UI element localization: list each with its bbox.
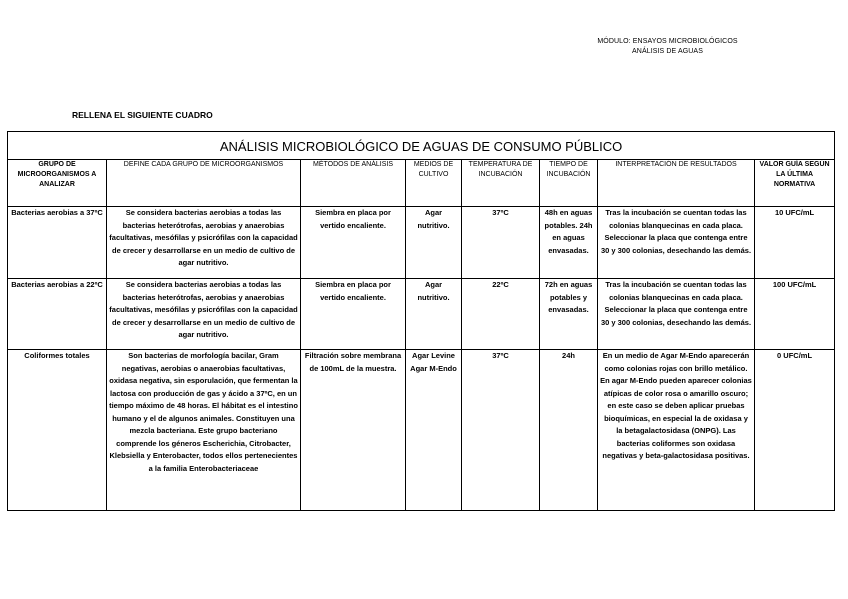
guide-value-cell: 100 UFC/mL bbox=[755, 279, 835, 350]
group-cell: Coliformes totales bbox=[8, 350, 107, 511]
group-cell: Bacterias aerobias a 22ºC bbox=[8, 279, 107, 350]
guide-value-cell: 10 UFC/mL bbox=[755, 207, 835, 279]
table-row bbox=[8, 279, 835, 350]
header-interpretation: INTERPRETACIÓN DE RESULTADOS bbox=[598, 160, 755, 207]
define-cell: Son bacterias de morfología bacilar, Gram negativas, aerobias o anaerobias facultativas, oxidasa negativa, sin esporulación, que fermentan la lactosa con producción de gas y ácido a 37ºC, en un tiempo máximo de 48 horas. El hábitat es el intestino humano y el de algunos animales. Constituyen una mezcla bacteriana. Este grupo bacteriano comprende los géneros Escherichia, Citrobacter, Klebsiella y Enterobacter, todos ellos pertenecientes a la familia Enterobacteriaceae bbox=[107, 350, 301, 511]
time-cell: 72h en aguas potables y envasadas. bbox=[540, 279, 598, 350]
header-row bbox=[8, 160, 835, 207]
interpretation-cell: Tras la incubación se cuentan todas las colonias blanquecinas en cada placa. Seleccionar la placa que contenga entre 30 y 300 colonias, desechando las demás. bbox=[598, 207, 755, 279]
time-cell: 48h en aguas potables. 24h en aguas envasadas. bbox=[540, 207, 598, 279]
analysis-table bbox=[7, 131, 835, 511]
header-define: DEFINE CADA GRUPO DE MICROORGANISMOS bbox=[107, 160, 301, 207]
header-methods: MÉTODOS DE ANÁLISIS bbox=[301, 160, 406, 207]
header-temperature: TEMPERATURA DE INCUBACIÓN bbox=[462, 160, 540, 207]
temperature-cell: 37ºC bbox=[462, 350, 540, 511]
instruction-text: RELLENA EL SIGUIENTE CUADRO bbox=[72, 110, 213, 120]
header-media: MEDIOS DE CULTIVO bbox=[406, 160, 462, 207]
define-cell: Se considera bacterias aerobias a todas las bacterias heterótrofas, aerobias y anaerobias facultativas, mesófilas y psicrófilas con la capacidad de crecer y desarrollarse en un medio de cultivo de agar nutritivo. bbox=[107, 279, 301, 350]
table-row bbox=[8, 350, 835, 511]
define-cell: Se considera bacterias aerobias a todas las bacterias heterótrofas, aerobias y anaerobias facultativas, mesófilas y psicrófilas con la capacidad de crecer y desarrollarse en un medio de cultivo de agar nutritivo. bbox=[107, 207, 301, 279]
header-guide-value: VALOR GUÍA SEGÚN LA ÚLTIMA NORMATIVA bbox=[755, 160, 835, 207]
temperature-cell: 37ºC bbox=[462, 207, 540, 279]
media-cell: Agar nutritivo. bbox=[406, 207, 462, 279]
guide-value-cell: 0 UFC/mL bbox=[755, 350, 835, 511]
module-subtitle: ANÁLISIS DE AGUAS bbox=[632, 48, 703, 55]
temperature-cell: 22ºC bbox=[462, 279, 540, 350]
interpretation-cell: En un medio de Agar M-Endo aparecerán como colonias rojas con brillo metálico. En agar M-Endo pueden aparecer colonias atípicas de color rosa o amarillo oscuro; en este caso se deben aplicar pruebas bioquímicas, en especial la de oxidasa y la betagalactosidasa (ONPG). Las bacterias coliformes son oxidasa negativas y beta-galactosidasa positivas. bbox=[598, 350, 755, 511]
header-group: GRUPO DE MICROORGANISMOS A ANALIZAR bbox=[8, 160, 107, 207]
group-cell: Bacterias aerobias a 37ºC bbox=[8, 207, 107, 279]
method-cell: Siembra en placa por vertido encaliente. bbox=[301, 279, 406, 350]
module-header bbox=[560, 37, 775, 57]
media-cell: Agar nutritivo. bbox=[406, 279, 462, 350]
media-cell: Agar Levine Agar M-Endo bbox=[406, 350, 462, 511]
method-cell: Siembra en placa por vertido encaliente. bbox=[301, 207, 406, 279]
time-cell: 24h bbox=[540, 350, 598, 511]
header-time: TIEMPO DE INCUBACIÓN bbox=[540, 160, 598, 207]
interpretation-cell: Tras la incubación se cuentan todas las colonias blanquecinas en cada placa. Seleccionar la placa que contenga entre 30 y 300 colonias, desechando las demás. bbox=[598, 279, 755, 350]
method-cell: Filtración sobre membrana de 100mL de la muestra. bbox=[301, 350, 406, 511]
table-row bbox=[8, 207, 835, 279]
module-title: MÓDULO: ENSAYOS MICROBIOLÓGICOS bbox=[597, 38, 738, 45]
table-title: ANÁLISIS MICROBIOLÓGICO DE AGUAS DE CONSUMO PÚBLICO bbox=[8, 132, 835, 160]
